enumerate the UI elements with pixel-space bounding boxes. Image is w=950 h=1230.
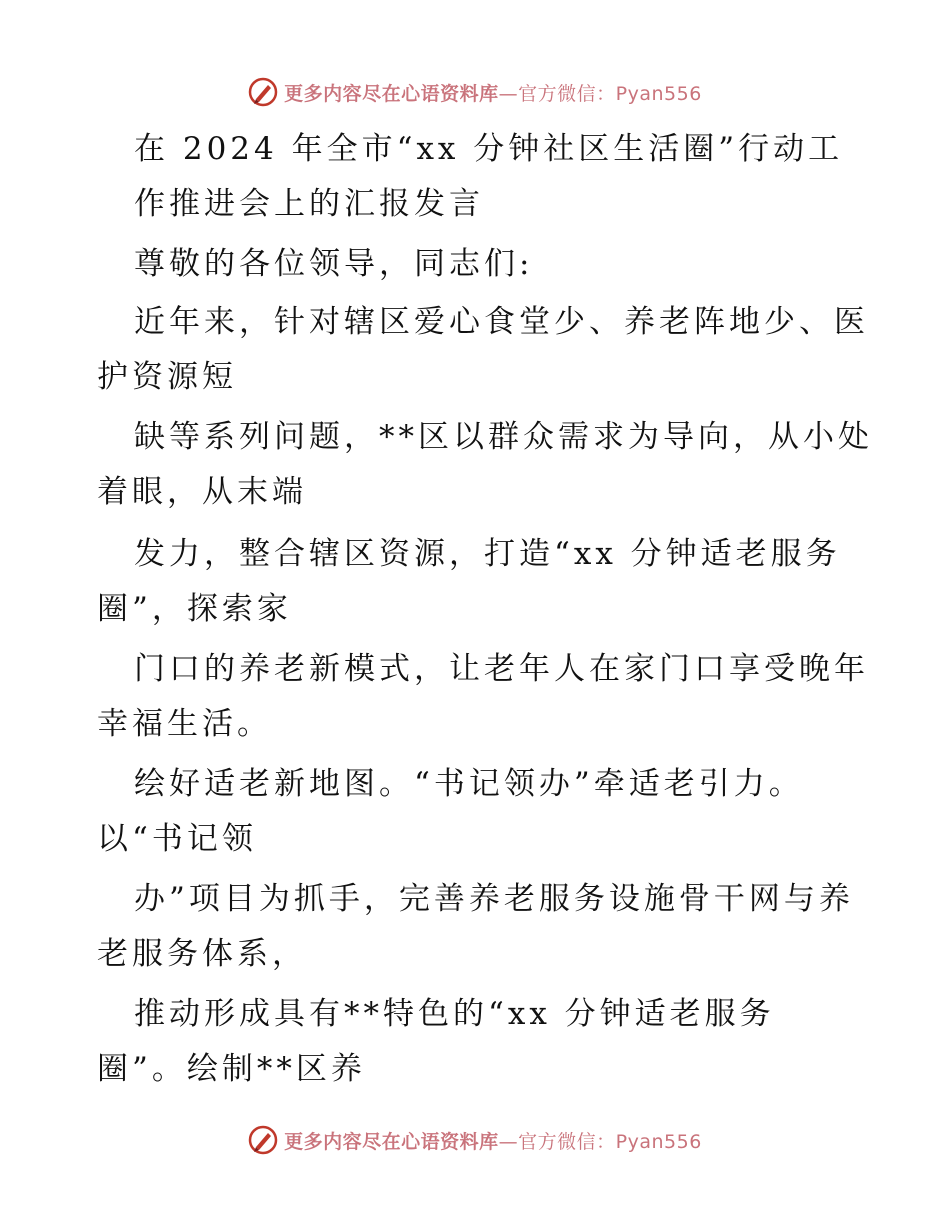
doc-line-4: 近年来，针对辖区爱心食堂少、养老阵地少、医 xyxy=(134,304,869,340)
doc-line-8: 发力，整合辖区资源，打造“xx 分钟适老服务 xyxy=(134,536,841,572)
doc-line-6: 缺等系列问题，**区以群众需求为导向，从小处 xyxy=(134,419,873,455)
doc-line-7: 着眼，从末端 xyxy=(97,474,307,510)
doc-line-5: 护资源短 xyxy=(97,359,237,395)
doc-line-15: 老服务体系， xyxy=(97,936,307,972)
doc-line-1: 在 2024 年全市“xx 分钟社区生活圈”行动工 xyxy=(134,131,844,167)
footer-banner xyxy=(0,1120,950,1160)
header-banner xyxy=(0,72,950,112)
doc-line-16: 推动形成具有**特色的“xx 分钟适老服务 xyxy=(134,996,775,1032)
header-banner-dash: — xyxy=(498,82,519,105)
doc-line-11: 幸福生活。 xyxy=(97,706,272,742)
header-banner-title: 更多内容尽在心语资料库 xyxy=(284,82,499,105)
footer-banner-dash: — xyxy=(498,1130,519,1153)
doc-line-3: 尊敬的各位领导，同志们: xyxy=(134,246,534,282)
doc-line-2: 作推进会上的汇报发言 xyxy=(134,186,484,222)
doc-line-12: 绘好适老新地图。“书记领办”牵适老引力。 xyxy=(134,766,804,802)
doc-line-9: 圈”，探索家 xyxy=(97,591,292,627)
doc-line-17: 圈”。绘制**区养 xyxy=(97,1051,366,1087)
header-banner-text xyxy=(284,79,702,106)
footer-banner-title: 更多内容尽在心语资料库 xyxy=(284,1130,499,1153)
footer-banner-wechat: 官方微信：Pyan556 xyxy=(518,1130,702,1153)
doc-line-14: 办”项目为抓手，完善养老服务设施骨干网与养 xyxy=(134,881,854,917)
footer-banner-text xyxy=(284,1127,702,1154)
pen-logo-icon xyxy=(248,77,278,107)
doc-line-10: 门口的养老新模式，让老年人在家门口享受晚年 xyxy=(134,651,869,687)
pen-logo-icon xyxy=(248,1125,278,1155)
doc-line-13: 以“书记领 xyxy=(97,821,257,857)
header-banner-wechat: 官方微信：Pyan556 xyxy=(518,82,702,105)
